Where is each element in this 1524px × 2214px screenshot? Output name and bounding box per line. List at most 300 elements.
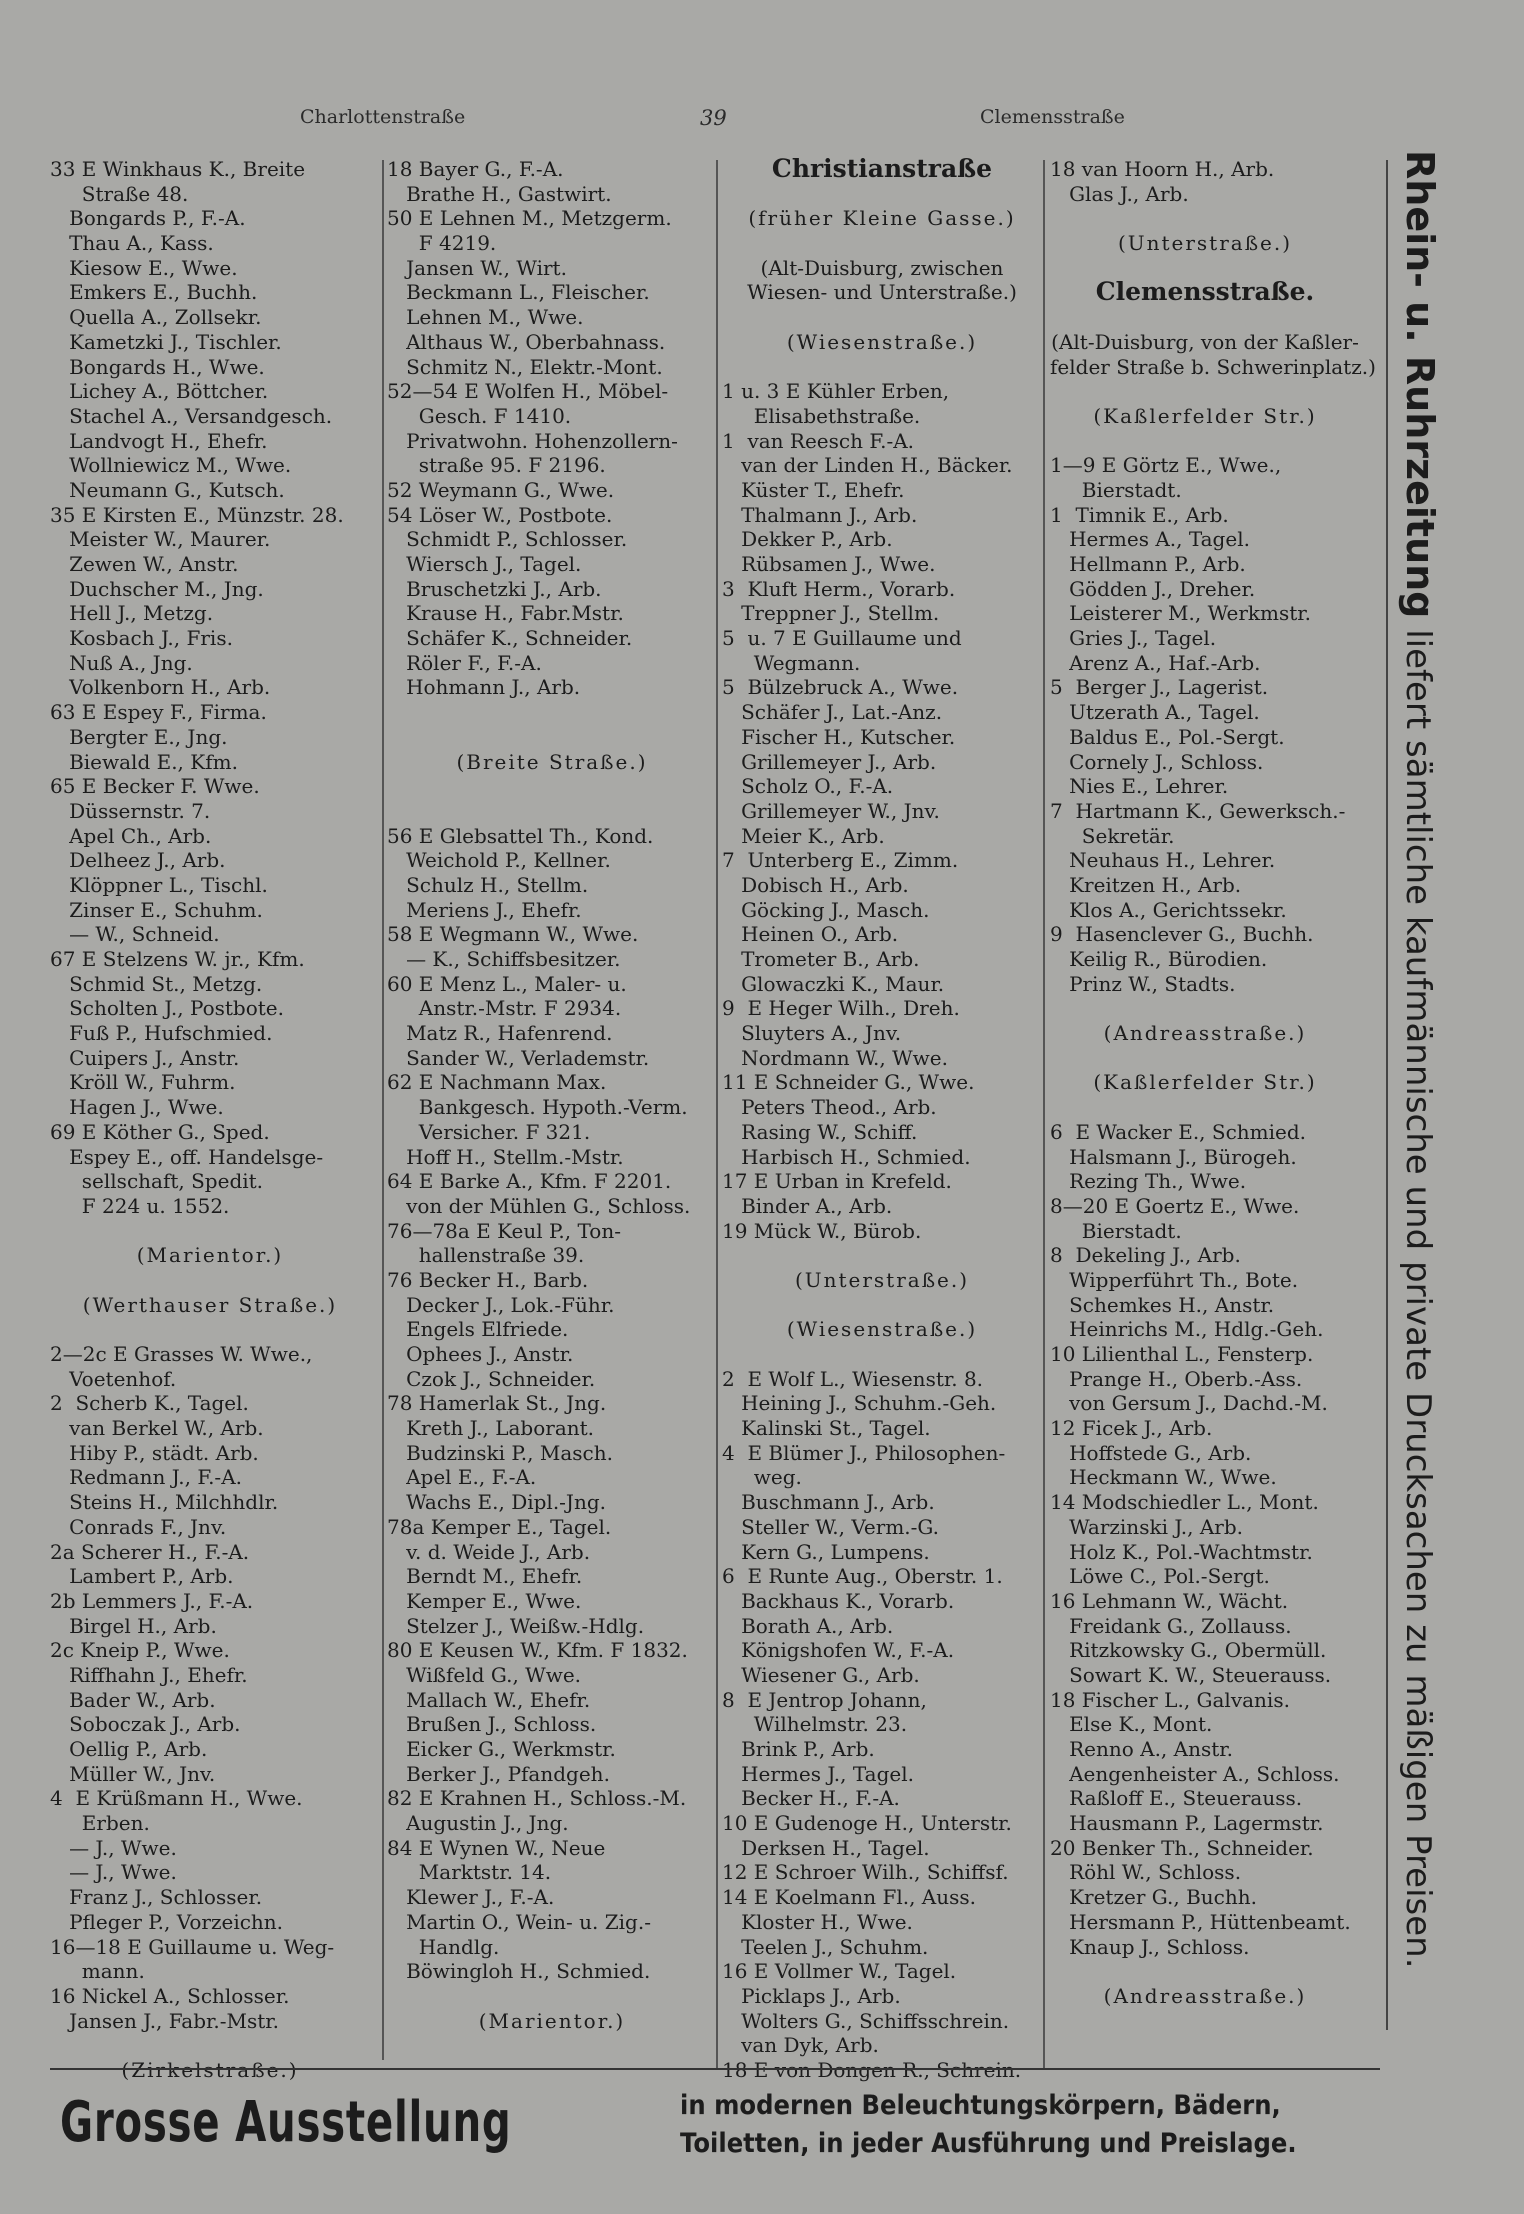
directory-line: Lambert P., Arb. <box>50 1564 234 1589</box>
directory-line: 5 Bülzebruck A., Wwe. <box>722 675 959 700</box>
directory-line <box>1050 379 1360 404</box>
directory-line: Göcking J., Masch. <box>722 897 930 922</box>
directory-line: Stachel A., Versandgesch. <box>50 403 333 428</box>
directory-line: Kametzki J., Tischler. <box>50 329 282 354</box>
directory-line <box>722 231 1042 256</box>
directory-line: 33 E Winkhaus K., Breite <box>50 157 306 181</box>
directory-line: Martin O., Wein- u. Zig.- <box>387 1909 651 1934</box>
directory-line: van der Linden H., Bäcker. <box>722 453 1013 478</box>
directory-line <box>1050 206 1360 231</box>
directory-line <box>50 1268 370 1293</box>
directory-line: Hohmann J., Arb. <box>387 675 581 700</box>
directory-line: Scholz O., F.-A. <box>722 774 894 799</box>
directory-line: Glowaczki K., Maur. <box>722 971 945 996</box>
directory-line: Bankgesch. Hypoth.-Verm. <box>387 1095 688 1120</box>
directory-line: Becker H., F.-A. <box>722 1786 900 1811</box>
directory-line: Stelzer J., Weißw.-Hdlg. <box>387 1613 645 1638</box>
directory-line: Picklaps J., Arb. <box>722 1983 901 2008</box>
column-divider <box>716 160 718 2070</box>
directory-line: Apel Ch., Arb. <box>50 823 212 848</box>
bottom-ad-line-1: in modernen Beleuchtungskörpern, Bädern, <box>680 2090 1281 2121</box>
directory-line: Krause H., Fabr.Mstr. <box>387 601 624 626</box>
directory-line: Budzinski P., Masch. <box>387 1440 613 1465</box>
directory-line: weg. <box>722 1465 802 1490</box>
directory-line: Hellmann P., Arb. <box>1050 552 1246 576</box>
directory-line: Augustin J., Jng. <box>387 1811 569 1836</box>
directory-line: 56 E Glebsattel Th., Kond. <box>387 823 654 848</box>
directory-line: Binder A., Arb. <box>722 1193 893 1218</box>
directory-line: Decker J., Lok.-Führ. <box>387 1292 615 1317</box>
directory-line: Duchscher M., Jng. <box>50 576 264 601</box>
directory-line: Meier K., Arb. <box>722 823 885 848</box>
directory-line: Beckmann L., Fleischer. <box>387 280 650 305</box>
directory-line: 2b Lemmers J., F.-A. <box>50 1588 254 1613</box>
directory-line: (Alt-Duisburg, von der Kaßler- <box>1051 329 1359 354</box>
directory-line: 6 E Runte Aug., Oberstr. 1. <box>722 1564 1003 1589</box>
directory-line: sellschaft, Spedit. <box>50 1169 264 1194</box>
directory-line: (Andreasstraße.) <box>1103 1021 1307 1046</box>
directory-line: Königshofen W., F.-A. <box>722 1638 955 1663</box>
directory-line: 76 Becker H., Barb. <box>387 1267 589 1292</box>
directory-line: F 4219. <box>387 231 497 256</box>
directory-line: Fischer H., Kutscher. <box>722 724 956 749</box>
directory-line: (Unterstraße.) <box>1117 231 1293 256</box>
directory-line: Wiesener G., Arb. <box>722 1662 920 1687</box>
directory-line: 54 Löser W., Postbote. <box>387 502 613 527</box>
directory-line: Wiesen- und Unterstraße.) <box>747 280 1017 305</box>
directory-line: Rezing Th., Wwe. <box>1050 1169 1247 1194</box>
directory-line: Oellig P., Arb. <box>50 1737 208 1761</box>
directory-line: 12 E Schroer Wilh., Schiffsf. <box>722 1860 1009 1885</box>
directory-line: Steller W., Verm.-G. <box>722 1514 940 1539</box>
directory-line: Kemper E., Wwe. <box>387 1588 582 1613</box>
directory-line: Kern G., Lumpens. <box>722 1539 930 1564</box>
directory-line: Quella A., Zollsekr. <box>50 305 262 330</box>
directory-line: 18 Bayer G., F.-A. <box>387 157 564 181</box>
column-3 <box>722 154 1042 2083</box>
directory-line: Jansen J., Fabr.-Mstr. <box>50 2008 279 2033</box>
directory-line: Harbisch H., Schmied. <box>722 1144 971 1169</box>
directory-line: Thalmann J., Arb. <box>722 502 918 527</box>
directory-line: Meister W., Maurer. <box>50 527 271 552</box>
directory-line: Kreitzen H., Arb. <box>1050 872 1242 897</box>
directory-line: Aengenheister A., Schloss. <box>1050 1761 1340 1786</box>
directory-line: Raßloff E., Steuerauss. <box>1050 1786 1303 1811</box>
column-1 <box>50 157 370 2083</box>
directory-line: — J., Wwe. <box>50 1860 177 1885</box>
directory-line: von der Mühlen G., Schloss. <box>387 1193 691 1218</box>
directory-line <box>1050 1959 1360 1984</box>
directory-line: 50 E Lehnen M., Metzgerm. <box>387 206 672 231</box>
directory-line <box>722 1342 1042 1367</box>
side-advertisement <box>1392 150 1442 2200</box>
directory-line: Cuipers J., Anstr. <box>50 1045 240 1070</box>
directory-line: Treppner J., Stellm. <box>722 601 940 626</box>
directory-line: Scholten J., Postbote. <box>50 996 285 1021</box>
directory-line: Wachs E., Dipl.-Jng. <box>387 1490 606 1515</box>
directory-line: Brathe H., Gastwirt. <box>387 181 612 206</box>
directory-line: Redmann J., F.-A. <box>50 1465 242 1490</box>
side-ad-title: Rhein- u. Ruhrzeitung <box>1398 150 1442 619</box>
directory-line: Engels Elfriede. <box>387 1317 569 1342</box>
directory-line: Warzinski J., Arb. <box>1050 1514 1244 1539</box>
directory-line: 52 Weymann G., Wwe. <box>387 477 615 502</box>
directory-line: 2 Scherb K., Tagel. <box>50 1391 249 1416</box>
directory-line: Lehnen M., Wwe. <box>387 305 584 330</box>
directory-line: Christianstraße <box>771 154 993 183</box>
directory-line: Wißfeld G., Wwe. <box>387 1662 582 1687</box>
directory-line: Delheez J., Arb. <box>50 848 226 873</box>
directory-line: 6 E Wacker E., Schmied. <box>1050 1119 1307 1144</box>
directory-line: Holz K., Pol.-Wachtmstr. <box>1050 1539 1313 1564</box>
directory-line: Espey E., off. Handelsge- <box>50 1144 324 1169</box>
directory-line: mann. <box>50 1959 145 1984</box>
directory-line: Zewen W., Anstr. <box>50 552 239 576</box>
directory-line: Erben. <box>50 1811 150 1836</box>
directory-line: Voetenhof. <box>50 1366 177 1391</box>
directory-line: van Dyk, Arb. <box>722 2033 879 2058</box>
directory-line: Clemensstraße. <box>1095 277 1315 307</box>
directory-line: Klos A., Gerichtssekr. <box>1050 897 1287 922</box>
directory-line <box>722 1243 1042 1268</box>
directory-line: (Kaßlerfelder Str.) <box>1093 1070 1317 1095</box>
directory-line: Hiby P., städt. Arb. <box>50 1440 259 1465</box>
directory-line: Schäfer K., Schneider. <box>387 626 633 651</box>
directory-line: Rasing W., Schiff. <box>722 1119 918 1144</box>
directory-line: Peters Theod., Arb. <box>722 1095 937 1120</box>
directory-line: Düssernstr. 7. <box>50 798 211 823</box>
directory-line: Derksen H., Tagel. <box>722 1835 930 1860</box>
directory-line: 64 E Barke A., Kfm. F 2201. <box>387 1169 672 1194</box>
directory-line <box>387 774 717 799</box>
directory-line: Brußen J., Schloss. <box>387 1712 597 1737</box>
directory-line: Kröll W., Fuhrm. <box>50 1070 236 1095</box>
directory-line: Schemkes H., Anstr. <box>1050 1292 1275 1317</box>
bottom-advertisement <box>60 2090 1390 2180</box>
directory-line: Wipperführt Th., Bote. <box>1050 1267 1299 1292</box>
directory-line: Schmid St., Metzg. <box>50 971 263 996</box>
directory-line: 14 E Koelmann Fl., Auss. <box>722 1885 977 1910</box>
directory-line: 2—2c E Grasses W. Wwe., <box>50 1342 313 1366</box>
directory-line: Kiesow E., Wwe. <box>50 255 238 280</box>
directory-line: Sekretär. <box>1050 823 1175 848</box>
directory-line: Schäfer J., Lat.-Anz. <box>722 700 943 725</box>
directory-line: Klöppner L., Tischl. <box>50 872 268 897</box>
directory-line <box>722 182 1042 207</box>
directory-line: Fuß P., Hufschmied. <box>50 1021 273 1046</box>
directory-line: Cornely J., Schloss. <box>1050 749 1264 774</box>
directory-line: Kretzer G., Buchh. <box>1050 1885 1257 1910</box>
side-ad-text: liefert sämtliche kaufmännische und private Drucksachen zu mäßigen Preisen. <box>1398 629 1438 1969</box>
directory-line: Privatwohn. Hohenzollern- <box>387 428 678 453</box>
directory-line: Müller W., Jnv. <box>50 1761 216 1786</box>
directory-line: Apel E., F.-A. <box>387 1465 537 1490</box>
directory-line: Hoff H., Stellm.-Mstr. <box>387 1144 624 1169</box>
directory-line: Keilig R., Bürodien. <box>1050 947 1268 971</box>
directory-line: Bongards P., F.-A. <box>50 206 246 231</box>
directory-line: Bierstadt. <box>1050 477 1182 502</box>
directory-line: Wollniewicz M., Wwe. <box>50 453 292 478</box>
column-4 <box>1050 157 1376 2009</box>
directory-line <box>50 1317 370 1342</box>
directory-line: 17 E Urban in Krefeld. <box>722 1169 952 1194</box>
directory-line: Mallach W., Ehefr. <box>387 1687 591 1712</box>
directory-line: 58 E Wegmann W., Wwe. <box>387 922 639 947</box>
directory-line: 1—9 E Görtz E., Wwe., <box>1050 453 1282 478</box>
directory-line <box>1050 1095 1360 1120</box>
directory-line: Hersmann P., Hüttenbeamt. <box>1050 1909 1351 1934</box>
column-divider <box>382 160 384 2060</box>
directory-line: Sluyters A., Jnv. <box>722 1021 902 1046</box>
directory-line: Teelen J., Schuhm. <box>722 1934 929 1959</box>
directory-line: 5 Berger J., Lagerist. <box>1050 675 1269 700</box>
directory-line: Gesch. F 1410. <box>387 403 572 428</box>
directory-line: Wegmann. <box>722 650 861 675</box>
directory-line: 19 Mück W., Bürob. <box>722 1218 922 1243</box>
ad-divider <box>1386 160 1388 2030</box>
directory-line: Renno A., Anstr. <box>1050 1737 1233 1761</box>
directory-line: Althaus W., Oberbahnass. <box>387 329 666 354</box>
directory-line: 4 E Blümer J., Philosophen- <box>722 1440 1006 1465</box>
directory-line: 67 E Stelzens W. jr., Kfm. <box>50 947 305 971</box>
directory-line: Kreth J., Laborant. <box>387 1416 595 1441</box>
directory-line: Wilhelmstr. 23. <box>722 1712 908 1737</box>
directory-line: 18 van Hoorn H., Arb. <box>1050 157 1275 181</box>
directory-line: 1 Timnik E., Arb. <box>1050 502 1229 527</box>
directory-line: Lichey A., Böttcher. <box>50 379 269 404</box>
directory-line <box>1050 996 1360 1021</box>
directory-line: 16 Lehmann W., Wächt. <box>1050 1588 1289 1613</box>
directory-line: 14 Modschiedler L., Mont. <box>1050 1490 1319 1515</box>
directory-line: Röler F., F.-A. <box>387 650 542 675</box>
directory-line: Bader W., Arb. <box>50 1687 216 1712</box>
directory-line: 8—20 E Goertz E., Wwe. <box>1050 1193 1300 1218</box>
directory-line: 5 u. 7 E Guillaume und <box>722 626 962 651</box>
directory-line: (Wiesenstraße.) <box>786 1317 978 1342</box>
directory-line: straße 95. F 2196. <box>387 453 606 478</box>
directory-line: F 224 u. 1552. <box>50 1193 230 1218</box>
directory-line: Handlg. <box>387 1934 500 1959</box>
directory-line: (Zirkelstraße.) <box>121 2057 299 2082</box>
directory-line: Bruschetzki J., Arb. <box>387 576 602 601</box>
directory-line: 35 E Kirsten E., Münzstr. 28. <box>50 502 344 527</box>
directory-line: Freidank G., Zollauss. <box>1050 1613 1292 1638</box>
directory-line: 80 E Keusen W., Kfm. F 1832. <box>387 1638 688 1663</box>
directory-line: (früher Kleine Gasse.) <box>748 206 1016 231</box>
directory-line: Wolters G., Schiffsschrein. <box>722 2008 1010 2033</box>
directory-line: 78 Hamerlak St., Jng. <box>387 1391 607 1416</box>
directory-line: Nies E., Lehrer. <box>1050 774 1229 799</box>
directory-line <box>1050 305 1360 330</box>
directory-line: — J., Wwe. <box>50 1835 177 1860</box>
directory-line <box>387 1984 717 2009</box>
directory-line: Heinrichs M., Hdlg.-Geh. <box>1050 1317 1324 1342</box>
directory-line: Riffhahn J., Ehefr. <box>50 1662 248 1687</box>
directory-line: Sowart K. W., Steuerauss. <box>1050 1662 1332 1687</box>
directory-line: v. d. Weide J., Arb. <box>387 1539 591 1564</box>
directory-line: Schulz H., Stellm. <box>387 872 589 897</box>
directory-line: 4 E Krüßmann H., Wwe. <box>50 1786 303 1811</box>
directory-line: Heckmann W., Wwe. <box>1050 1465 1277 1490</box>
directory-line: Thau A., Kass. <box>50 231 214 256</box>
directory-line: Glas J., Arb. <box>1050 181 1189 206</box>
directory-line: 69 E Köther G., Sped. <box>50 1119 270 1144</box>
directory-line: Hermes J., Tagel. <box>722 1761 914 1786</box>
directory-line: Sander W., Verlademstr. <box>387 1045 650 1070</box>
directory-line: Ophees J., Anstr. <box>387 1342 574 1366</box>
directory-line: (Breite Straße.) <box>456 749 648 774</box>
directory-line: 3 Kluft Herm., Vorarb. <box>722 576 956 601</box>
directory-line: Weichold P., Kellner. <box>387 848 611 873</box>
directory-line: 9 Hasenclever G., Buchh. <box>1050 922 1314 947</box>
directory-line: Marktstr. 14. <box>387 1860 552 1885</box>
directory-line: Anstr.-Mstr. F 2934. <box>387 996 622 1021</box>
directory-line: Neuhaus H., Lehrer. <box>1050 848 1276 873</box>
directory-line: 18 E von Dongen R., Schrein. <box>722 2057 1022 2082</box>
directory-line: Schmitz N., Elektr.-Mont. <box>387 354 663 379</box>
directory-line: — K., Schiffsbesitzer. <box>387 947 621 971</box>
directory-line: Heinen O., Arb. <box>722 922 899 947</box>
directory-line: 16 Nickel A., Schlosser. <box>50 1983 290 2008</box>
directory-line: Schmidt P., Schlosser. <box>387 527 628 552</box>
directory-line: Halsmann J., Bürogeh. <box>1050 1144 1297 1169</box>
directory-line <box>722 355 1042 380</box>
directory-line <box>387 725 717 750</box>
directory-line: (Marientor.) <box>478 2008 626 2033</box>
directory-line: Steins H., Milchhdlr. <box>50 1490 279 1515</box>
directory-line: Dobisch H., Arb. <box>722 872 909 897</box>
directory-line: Versicher. F 321. <box>387 1119 591 1144</box>
directory-line: Hagen J., Wwe. <box>50 1095 224 1120</box>
directory-line: Prinz W., Stadts. <box>1050 971 1236 996</box>
directory-line: Kalinski St., Tagel. <box>722 1416 931 1441</box>
directory-line: Böwingloh H., Schmied. <box>387 1959 651 1984</box>
directory-line: Gries J., Tagel. <box>1050 626 1217 651</box>
directory-line: Landvogt H., Ehefr. <box>50 428 268 453</box>
directory-line: Nordmann W., Wwe. <box>722 1045 948 1070</box>
running-head-right: Clemensstraße <box>980 106 1125 128</box>
directory-line: Kosbach J., Fris. <box>50 626 233 651</box>
directory-line: Else K., Mont. <box>1050 1712 1213 1737</box>
directory-line: 62 E Nachmann Max. <box>387 1070 607 1095</box>
directory-line: — W., Schneid. <box>50 922 220 947</box>
directory-line: Backhaus K., Vorarb. <box>722 1588 955 1613</box>
directory-line <box>387 799 717 824</box>
page-number: 39 <box>700 106 727 130</box>
directory-line: Utzerath A., Tagel. <box>1050 700 1260 725</box>
directory-line: Borath A., Arb. <box>722 1613 894 1638</box>
directory-line: 8 E Jentrop Johann, <box>722 1687 927 1712</box>
directory-line: Gödden J., Dreher. <box>1050 576 1256 601</box>
column-2 <box>387 157 717 2033</box>
directory-line: Berker J., Pfandgeh. <box>387 1761 610 1786</box>
column-divider <box>1043 160 1045 2070</box>
directory-line <box>722 1293 1042 1318</box>
directory-line: (Wiesenstraße.) <box>786 329 978 354</box>
directory-line: (Werthauser Straße.) <box>82 1292 338 1317</box>
directory-line: Löwe C., Pol.-Sergt. <box>1050 1564 1270 1589</box>
directory-line: 78a Kemper E., Tagel. <box>387 1514 612 1539</box>
directory-line: 16—18 E Guillaume u. Weg- <box>50 1934 335 1959</box>
directory-line: 11 E Schneider G., Wwe. <box>722 1070 975 1095</box>
directory-line: Leisterer M., Werkmstr. <box>1050 601 1312 626</box>
directory-line: Bongards H., Wwe. <box>50 354 265 379</box>
directory-line: Pfleger P., Vorzeichn. <box>50 1909 284 1934</box>
directory-line: 10 E Gudenoge H., Unterstr. <box>722 1811 1012 1836</box>
bottom-rule <box>50 2068 1380 2070</box>
directory-line: (Kaßlerfelder Str.) <box>1093 403 1317 428</box>
directory-line: Dekker P., Arb. <box>722 527 893 552</box>
directory-line: 2a Scherer H., F.-A. <box>50 1539 250 1564</box>
directory-line: von Gersum J., Dachd.-M. <box>1050 1391 1328 1416</box>
directory-line: 20 Benker Th., Schneider. <box>1050 1835 1314 1860</box>
directory-line: Soboczak J., Arb. <box>50 1712 241 1737</box>
directory-line: 12 Ficek J., Arb. <box>1050 1416 1213 1441</box>
directory-line: Küster T., Ehefr. <box>722 477 905 502</box>
directory-line: 52—54 E Wolfen H., Möbel- <box>387 379 669 404</box>
directory-line: Rübsamen J., Wwe. <box>722 552 936 576</box>
directory-line: (Alt-Duisburg, zwischen <box>760 255 1004 280</box>
directory-line: (Marientor.) <box>136 1243 284 1268</box>
directory-line: Nuß A., Jng. <box>50 650 193 675</box>
directory-line: 63 E Espey F., Firma. <box>50 700 267 725</box>
directory-line: 1 van Reesch F.-A. <box>722 428 915 453</box>
directory-line: Grillemeyer J., Arb. <box>722 749 937 774</box>
directory-line: Bierstadt. <box>1050 1218 1182 1243</box>
directory-line: 84 E Wynen W., Neue <box>387 1835 606 1860</box>
directory-line: Trometer B., Arb. <box>722 947 920 971</box>
directory-line: 9 E Heger Wilh., Dreh. <box>722 996 960 1021</box>
directory-line: Czok J., Schneider. <box>387 1366 596 1391</box>
directory-line: Prange H., Oberb.-Ass. <box>1050 1366 1303 1391</box>
directory-line <box>50 1219 370 1244</box>
directory-line: Berndt M., Ehefr. <box>387 1564 583 1589</box>
bottom-ad-headline: Grosse Ausstellung <box>60 2090 512 2155</box>
directory-line: 82 E Krahnen H., Schloss.-M. <box>387 1786 687 1811</box>
directory-line: Elisabethstraße. <box>722 403 921 428</box>
directory-line: Kloster H., Wwe. <box>722 1909 913 1934</box>
directory-line: (Andreasstraße.) <box>1103 1983 1307 2008</box>
directory-line: 1 u. 3 E Kühler Erben, <box>722 379 950 404</box>
running-head-left: Charlottenstraße <box>300 106 466 128</box>
directory-line: Wiersch J., Tagel. <box>387 552 582 576</box>
directory-line: Hermes A., Tagel. <box>1050 527 1250 552</box>
directory-line: Conrads F., Jnv. <box>50 1514 227 1539</box>
directory-line: felder Straße b. Schwerinplatz.) <box>1050 354 1376 379</box>
directory-line: 65 E Becker F. Wwe. <box>50 774 260 799</box>
directory-line: Biewald E., Kfm. <box>50 749 238 774</box>
directory-line: Franz J., Schlosser. <box>50 1885 263 1910</box>
bottom-ad-line-2: Toiletten, in jeder Ausführung und Preislage. <box>680 2128 1297 2159</box>
directory-line <box>1050 429 1360 454</box>
directory-line: Meriens J., Ehefr. <box>387 897 582 922</box>
directory-line: Grillemeyer W., Jnv. <box>722 798 940 823</box>
directory-line: Heining J., Schuhm.-Geh. <box>722 1391 997 1416</box>
directory-line: 60 E Menz L., Maler- u. <box>387 971 627 996</box>
directory-line: 2c Kneip P., Wwe. <box>50 1638 230 1663</box>
directory-line: Matz R., Hafenrend. <box>387 1021 613 1046</box>
directory-line: Zinser E., Schuhm. <box>50 897 263 922</box>
directory-line: 7 Hartmann K., Gewerksch.- <box>1050 798 1346 823</box>
directory-line: Knaup J., Schloss. <box>1050 1934 1250 1959</box>
directory-line: 10 Lilienthal L., Fensterp. <box>1050 1342 1314 1366</box>
directory-line <box>1050 1046 1360 1071</box>
directory-line: Klewer J., F.-A. <box>387 1885 555 1910</box>
directory-line <box>50 2033 370 2058</box>
directory-line: Eicker G., Werkmstr. <box>387 1737 616 1761</box>
directory-line: Ritzkowsky G., Obermüll. <box>1050 1638 1327 1663</box>
directory-line: Jansen W., Wirt. <box>387 255 567 280</box>
